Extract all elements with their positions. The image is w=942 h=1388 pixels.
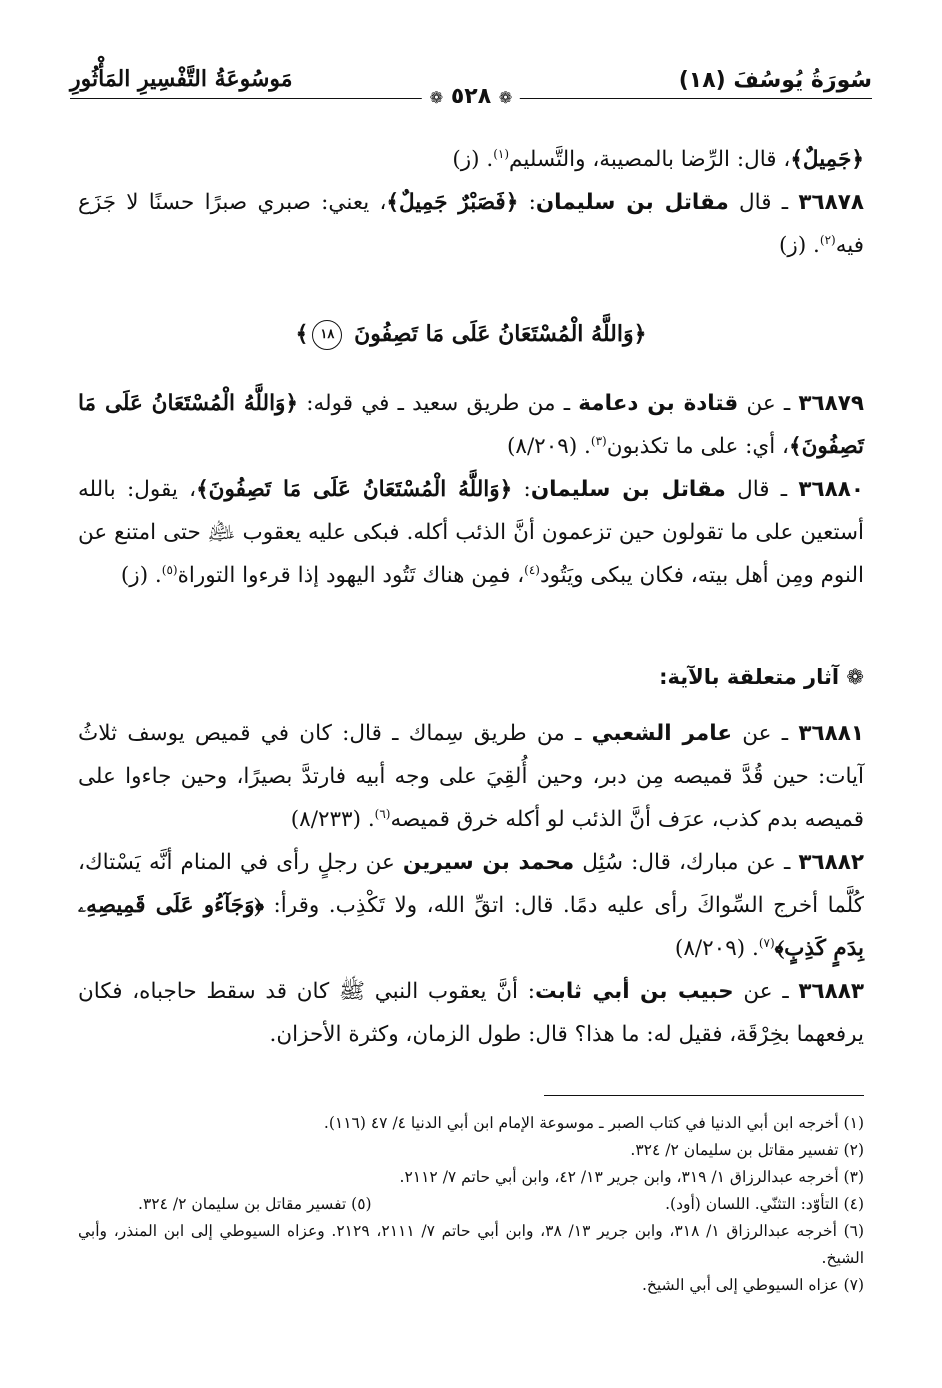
quran-quote: ﴿وَاللَّهُ الْمُسْتَعَانُ عَلَى مَا تَصِفُونَ﴾ <box>196 477 513 502</box>
entry-text: ـ قال <box>728 190 799 215</box>
surah-label: سُورَةُ يُوسُفَ (١٨) <box>678 68 872 93</box>
source-mark: . (ز) <box>779 233 820 258</box>
footnote-4: (٤) التأوّد: التثنّي. اللسان (أود). <box>665 1195 864 1213</box>
entry-text: : <box>512 477 531 502</box>
entry-text: : أنَّ يعقوب النبي ﷺ كان قد سقط حاجباه، فكان يرفعهما بخِرْقَة، فقيل له: ما هذا؟ قال: طول الزمان، وكثرة الأحزان. <box>78 979 864 1047</box>
footnote-ref: (٥) <box>161 562 178 577</box>
entry-text: ، فمِن هناك تَتُود اليهود إذا قرءوا التوراة <box>177 563 525 588</box>
volume-reference: . (٨/٢٠٩) <box>674 936 759 961</box>
entry-36880 <box>78 468 864 597</box>
quran-quote: ﴿وَجَآءُو عَلَى قَمِيصِهِۦ بِدَمٍ كَذِبٍ﴾ <box>78 893 864 961</box>
narrator-name: مقاتل بن سليمان <box>535 190 729 215</box>
entry-36883 <box>78 970 864 1056</box>
ayah-number: ١٨ <box>312 320 342 350</box>
entry-text: : <box>518 190 536 215</box>
ornament-icon: ❁ <box>498 88 513 107</box>
page-number: ٥٢٨ <box>450 84 492 109</box>
section-heading <box>659 665 864 689</box>
narrator-name: محمد بن سيرين <box>402 850 575 875</box>
verse-heading <box>78 320 864 350</box>
entry-number: ٣٦٨٨١ <box>798 721 864 746</box>
footnote-5: (٥) تفسير مقاتل بن سليمان ٢/ ٣٢٤. <box>138 1195 372 1213</box>
entry-36878 <box>78 181 864 267</box>
verse-heading-text: ﴿وَاللَّهُ الْمُسْتَعَانُ عَلَى مَا تَصِفُونَ <box>354 321 647 347</box>
entry-text: ـ من طريق سعيد ـ في قوله: <box>298 391 579 416</box>
entry-text: ـ عن مبارك، قال: سُئِل <box>574 850 799 875</box>
quran-quote: ﴿فَصَبْرٌ جَمِيلٌ﴾ <box>386 190 519 215</box>
entry-36879 <box>78 382 864 468</box>
narrator-name: مقاتل بن سليمان <box>530 477 726 502</box>
page-header <box>70 64 872 124</box>
narrator-name: قتادة بن دعامة <box>578 391 739 416</box>
entry-number: ٣٦٨٨٠ <box>798 477 865 502</box>
footnote-ref: (١) <box>493 146 510 161</box>
entry-text: ، أي: على ما تكذبون <box>606 434 789 459</box>
page-number-block <box>422 84 520 109</box>
footnote-7: (٧) عزاه السيوطي إلى أبي الشيخ. <box>641 1276 864 1294</box>
footnote-2: (٢) تفسير مقاتل بن سليمان ٢/ ٣٢٤. <box>630 1141 864 1159</box>
footnote-6: (٦) أخرجه عبدالرزاق ١/ ٣١٨، وابن جرير ١٣/ ٣٨، وابن أبي حاتم ٧/ ٢١١١، ٢١٢٩. وعزاه السيوطي إلى ابن المنذر، وأبي الشيخ. <box>78 1222 865 1267</box>
entry-text: ـ عن <box>738 391 799 416</box>
section-heading-text: آثار متعلقة بالآية: <box>659 665 840 689</box>
volume-reference: . (٨/٢٣٣) <box>290 807 375 832</box>
lower-body <box>78 712 864 1056</box>
entry-36882 <box>78 841 864 970</box>
footnote-ref: (٦) <box>374 806 391 821</box>
source-mark: . (ز) <box>120 563 162 588</box>
entry-text: ، يعني: صبري صبرًا حسنًا لا جَزَع فيه <box>78 190 864 258</box>
footnote-ref: (٧) <box>758 935 775 950</box>
entry-number: ٣٦٨٨٢ <box>798 850 864 875</box>
narrator-name: حبيب بن أبي ثابت <box>535 979 734 1004</box>
middle-body <box>78 382 864 597</box>
entry-text: ـ عن <box>733 979 799 1004</box>
footnote-ref: (٢) <box>819 232 836 247</box>
footnote-divider <box>544 1095 864 1096</box>
verse-heading-close: ﴾ <box>295 321 309 347</box>
narrator-name: عامر الشعبي <box>591 721 733 746</box>
entry-number: ٣٦٨٧٨ <box>798 190 864 215</box>
entry-text: ، يقول: بالله أستعين على ما تقولون حين تزعمون أنَّ الذئب أكله. فبكى عليه يعقوب ﵇ حتى امتنع عن النوم ومِن أهل بيته، فكان يبكى ويَتُود <box>78 477 864 588</box>
entry-text: عن رجلٍ رأى في المنام أنَّه يَسْتاك، كُلَّما أخرج السِّواكَ رأى عليه دمًا. قال: اتقِّ الله، ولا تَكْذِب. وقرأ: <box>78 850 864 918</box>
volume-reference: . (٨/٢٠٩) <box>507 434 591 459</box>
quran-quote: ﴿جَمِيلٌ﴾ <box>790 147 864 172</box>
entry-number: ٣٦٨٨٣ <box>798 979 865 1004</box>
flower-icon: ❁ <box>846 665 864 689</box>
footnote-3: (٣) أخرجه عبدالرزاق ١/ ٣١٩، وابن جرير ١٣/ ٤٢، وابن أبي حاتم ٧/ ٢١١٢. <box>399 1168 864 1186</box>
footnote-ref: (٣) <box>590 433 607 448</box>
book-title: مَوسُوعَةُ التَّفْسِيرِ المَأْثُورِ <box>70 66 293 92</box>
entry-number: ٣٦٨٧٩ <box>798 391 865 416</box>
entry-text: ـ من طريق سِماك ـ قال: كان في قميص يوسف ثلاثُ آيات: حين قُدَّ قميصه مِن دبر، وحين أُلقِيَ على وجه أبيه فارتدَّ بصيرًا، وحين جاءوا على قميصه بدم كذب، عرَف أنَّ الذئب لو أكله خرق قميصه <box>78 721 864 832</box>
ornament-icon: ❁ <box>429 88 444 107</box>
source-mark: . (ز) <box>452 147 494 172</box>
upper-body <box>78 138 864 267</box>
entry-text: ، قال: الرِّضا بالمصيبة، والتَّسليم <box>509 147 791 172</box>
footnotes <box>78 1110 864 1299</box>
continued-entry <box>78 138 864 181</box>
footnote-ref: (٤) <box>524 562 540 577</box>
entry-text: ـ عن <box>732 721 799 746</box>
entry-text: ـ قال <box>725 477 799 502</box>
entry-36881 <box>78 712 864 841</box>
footnote-pair <box>78 1191 864 1218</box>
quran-quote: ﴿وَاللَّهُ الْمُسْتَعَانُ عَلَى مَا تَصِفُونَ﴾ <box>78 391 864 459</box>
footnote-1: (١) أخرجه ابن أبي الدنيا في كتاب الصبر ـ موسوعة الإمام ابن أبي الدنيا ٤/ ٤٧ (١١٦). <box>323 1114 864 1132</box>
